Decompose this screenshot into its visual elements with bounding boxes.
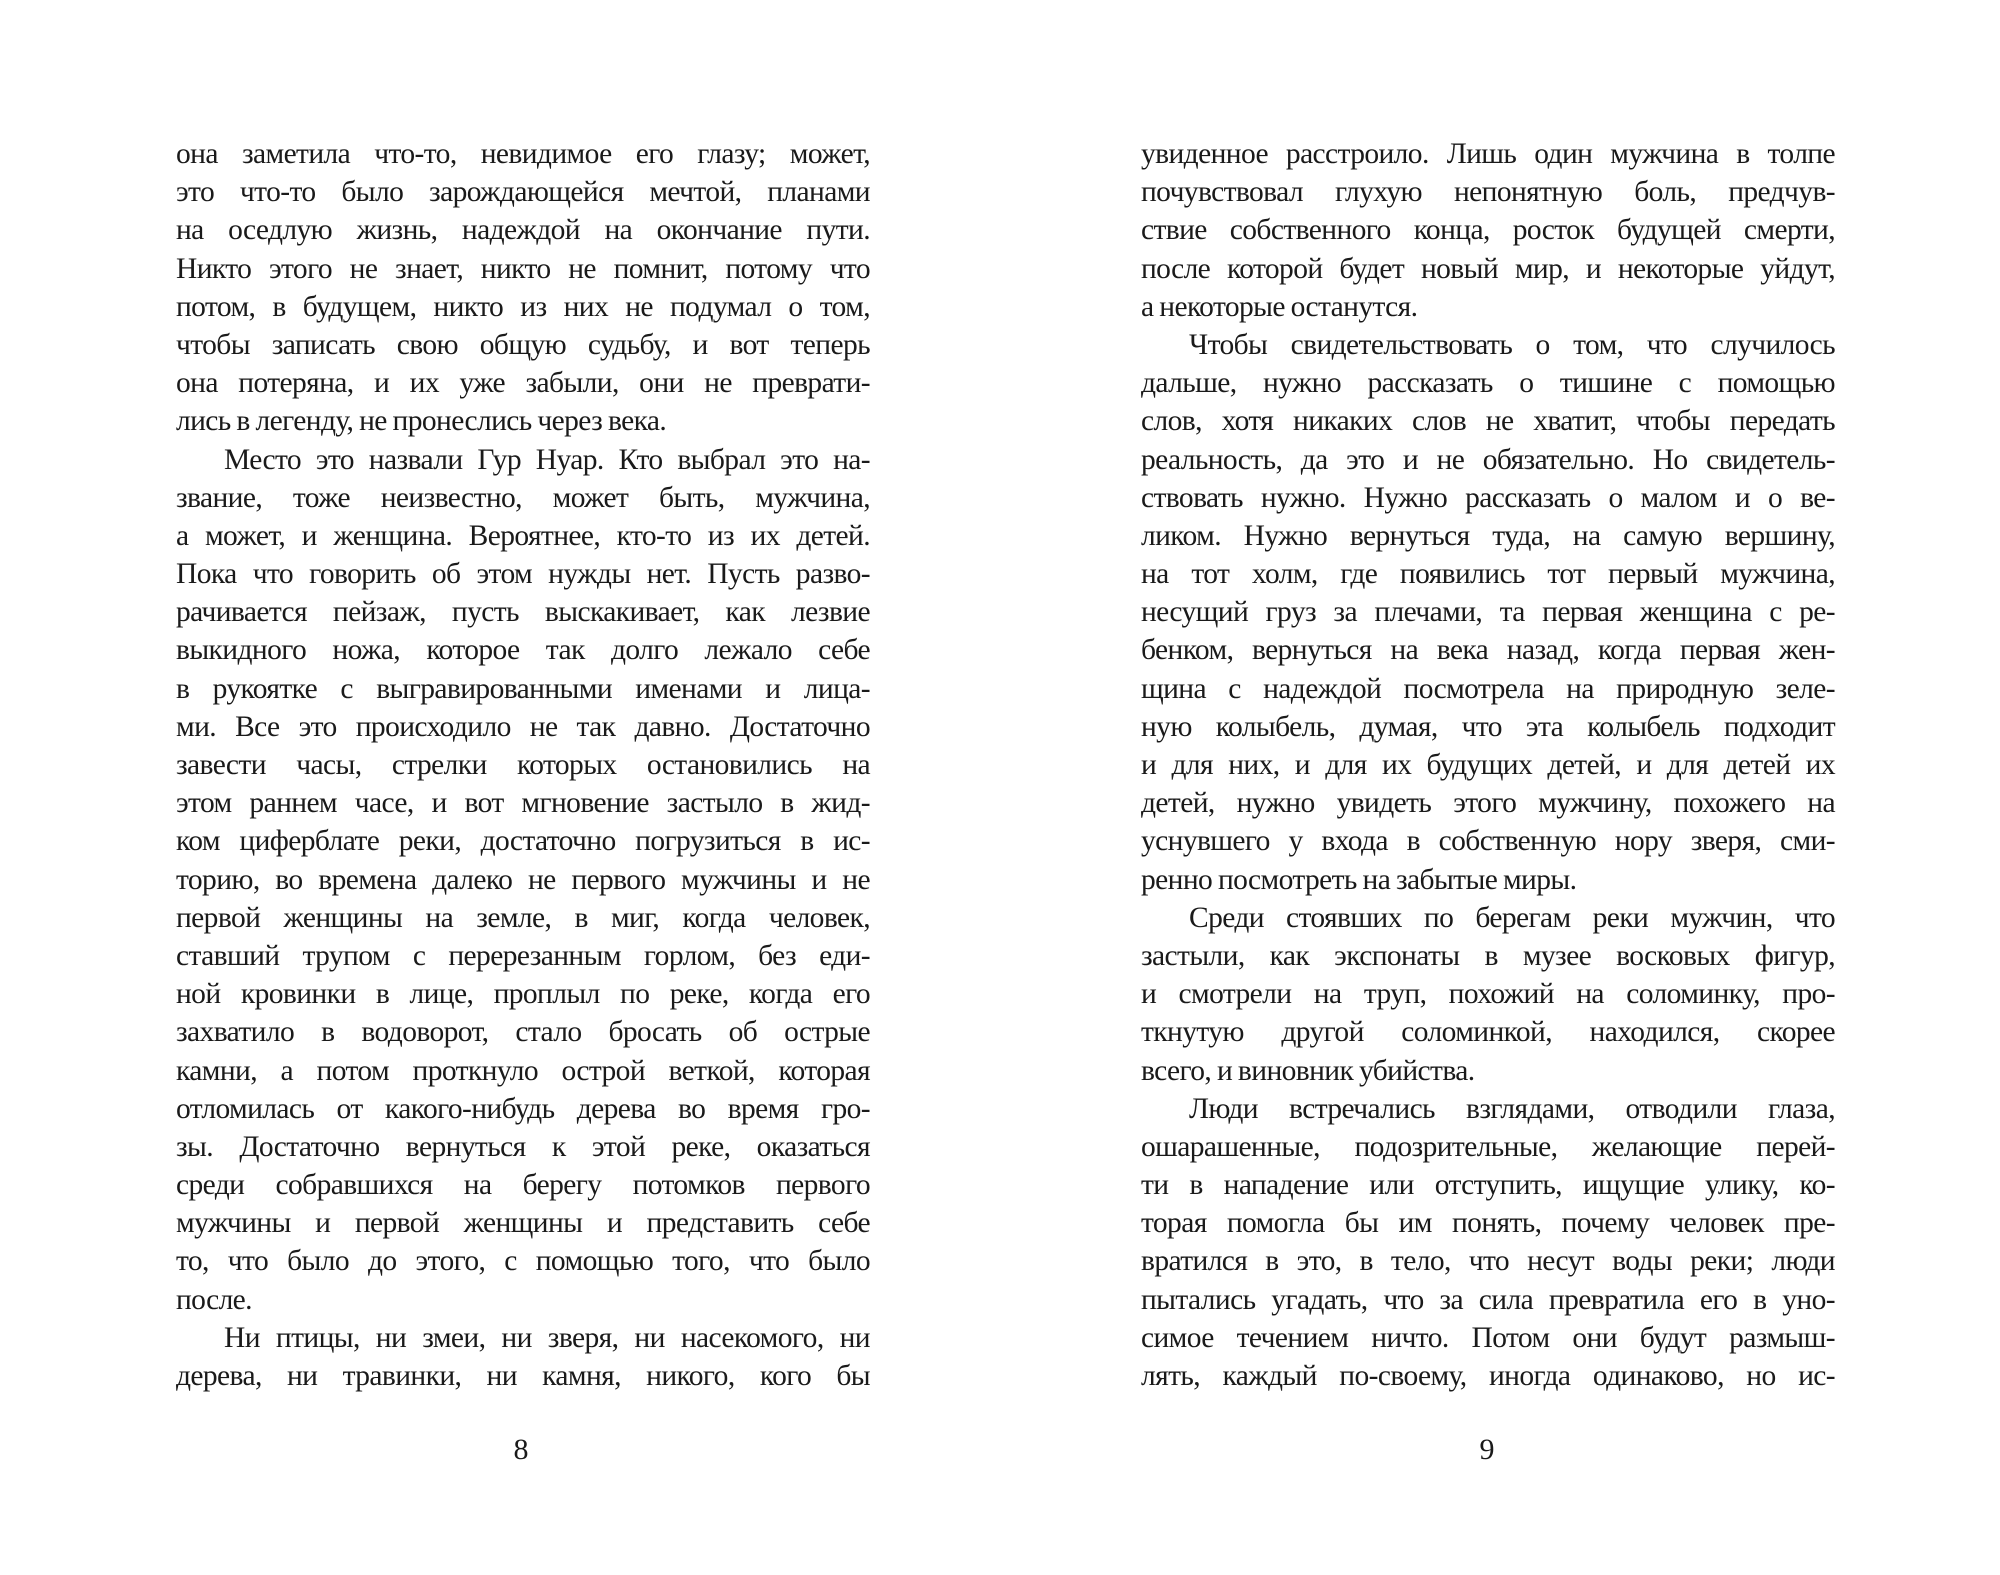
text-line: на оседлую жизнь, надеждой на окончание пути. [176,214,870,247]
text-line: среди собравшихся на берегу потомков первого [176,1169,870,1202]
text-line: ствие собственного конца, росток будущей смерти, [1141,214,1835,247]
text-line: после. [176,1283,252,1316]
text-line: завести часы, стрелки которых остановились на [176,749,870,781]
text-line: несущий груз за плечами, та первая женщина с ре- [1141,596,1835,629]
text-line: щина с надеждой посмотрела на природную зеле- [1141,672,1835,705]
text-line: увиденное расстроило. Лишь один мужчина в толпе [1141,138,1835,170]
text-line: Место это назвали Гур Нуар. Кто выбрал это на- [224,443,870,476]
text-line: Пока что говорить об этом нужды нет. Пусть разво- [176,558,870,591]
text-line: рачивается пейзаж, пусть выскакивает, как лезвие [176,596,870,629]
text-line: уснувшего у входа в собственную нору зверя, сми- [1141,825,1835,858]
left-page-text [176,135,870,1395]
text-line: в рукоятке с выгравированными именами и лица- [176,672,870,705]
text-line: Ни птицы, ни змеи, ни зверя, ни насекомого, ни [224,1321,870,1354]
text-line: Никто этого не знает, никто не помнит, потому что [176,252,870,285]
text-line: чтобы записать свою общую судьбу, и вот теперь [176,328,870,361]
text-line: Среди стоявших по берегам реки мужчин, что [1189,901,1835,934]
text-line: дальше, нужно рассказать о тишине с помощью [1141,367,1835,400]
text-line: ткнутую другой соломинкой, находился, скорее [1141,1016,1835,1049]
text-line: ренно посмотреть на забытые миры. [1141,863,1577,896]
text-line: ной кровинки в лице, проплыл по реке, когда его [176,978,870,1011]
text-line: выкидного ножа, которое так долго лежало себе [176,634,870,667]
text-line: на тот холм, где появились тот первый мужчина, [1141,558,1835,591]
text-line: реальность, да это и не обязательно. Но свидетель- [1141,443,1835,476]
right-page-text [1141,135,1835,1395]
page-number-left: 8 [513,1433,529,1466]
text-line: торая помогла бы им понять, почему человек пре- [1141,1207,1835,1240]
text-line: слов, хотя никаких слов не хватит, чтобы передать [1141,405,1835,438]
paragraph [1141,1090,1835,1396]
text-line: лись в легенду, не пронеслись через века. [176,405,667,438]
paragraph [1141,135,1835,326]
text-line: она заметила что-то, невидимое его глазу; может, [176,138,870,170]
text-line: детей, нужно увидеть этого мужчину, похожего на [1141,787,1835,820]
text-line: застыли, как экспонаты в музее восковых фигур, [1141,939,1835,972]
text-line: после которой будет новый мир, и некоторые уйдут, [1141,252,1835,285]
text-line: то, что было до этого, с помощью того, что было [176,1245,870,1278]
text-line: этом раннем часе, и вот мгновение застыло в жид- [176,787,870,820]
page-number-right: 9 [1479,1433,1495,1466]
text-line: захватило в водоворот, стало бросать об острые [176,1016,870,1049]
text-line: ми. Все это происходило не так давно. Достаточно [176,710,870,743]
text-line: а некоторые останутся. [1141,290,1418,323]
text-line: она потеряна, и их уже забыли, они не преврати- [176,367,870,400]
paragraph [176,135,870,441]
text-line: потом, в будущем, никто из них не подумал о том, [176,290,870,323]
text-line: симое течением ничто. Потом они будут размыш- [1141,1321,1835,1354]
text-line: вратился в это, в тело, что несут воды реки; люди [1141,1245,1835,1278]
text-line: ставший трупом с перерезанным горлом, без еди- [176,939,870,972]
paragraph [176,1319,870,1395]
text-line: звание, тоже неизвестно, может быть, мужчина, [176,481,870,514]
paragraph [176,441,870,1319]
text-line: а может, и женщина. Вероятнее, кто-то из их детей. [176,519,870,552]
text-line: бенком, вернуться на века назад, когда первая жен- [1141,634,1835,667]
text-line: ком циферблате реки, достаточно погрузиться в ис- [176,825,870,858]
text-line: ную колыбель, думая, что эта колыбель подходит [1141,710,1835,743]
paragraph [1141,326,1835,899]
text-line: отломилась от какого-нибудь дерева во время гро- [176,1092,870,1125]
text-line: ти в нападение или отступить, ищущие улику, ко- [1141,1169,1835,1202]
text-line: мужчины и первой женщины и представить себе [176,1207,870,1240]
text-line: пытались угадать, что за сила превратила его в уно- [1141,1283,1835,1316]
text-line: и для них, и для их будущих детей, и для детей их [1141,749,1835,781]
text-line: это что-то было зарождающейся мечтой, планами [176,176,870,209]
text-line: Люди встречались взглядами, отводили глаза, [1189,1092,1835,1125]
text-line: лять, каждый по-своему, иногда одинаково, но ис- [1141,1360,1835,1392]
text-line: дерева, ни травинки, ни камня, никого, кого бы [176,1360,870,1392]
text-line: ствовать нужно. Нужно рассказать о малом и о ве- [1141,481,1835,514]
text-line: и смотрели на труп, похожий на соломинку, про- [1141,978,1835,1011]
text-line: первой женщины на земле, в миг, когда человек, [176,901,870,934]
text-line: Чтобы свидетельствовать о том, что случилось [1189,328,1835,361]
text-line: зы. Достаточно вернуться к этой реке, оказаться [176,1130,870,1163]
text-line: торию, во времена далеко не первого мужчины и не [176,863,870,896]
text-line: всего, и виновник убийства. [1141,1054,1475,1087]
text-line: камни, а потом проткнуло острой веткой, которая [176,1054,870,1087]
text-line: почувствовал глухую непонятную боль, предчув- [1141,176,1835,209]
paragraph [1141,899,1835,1090]
text-line: ошарашенные, подозрительные, желающие перей- [1141,1130,1835,1163]
text-line: ликом. Нужно вернуться туда, на самую вершину, [1141,519,1835,552]
